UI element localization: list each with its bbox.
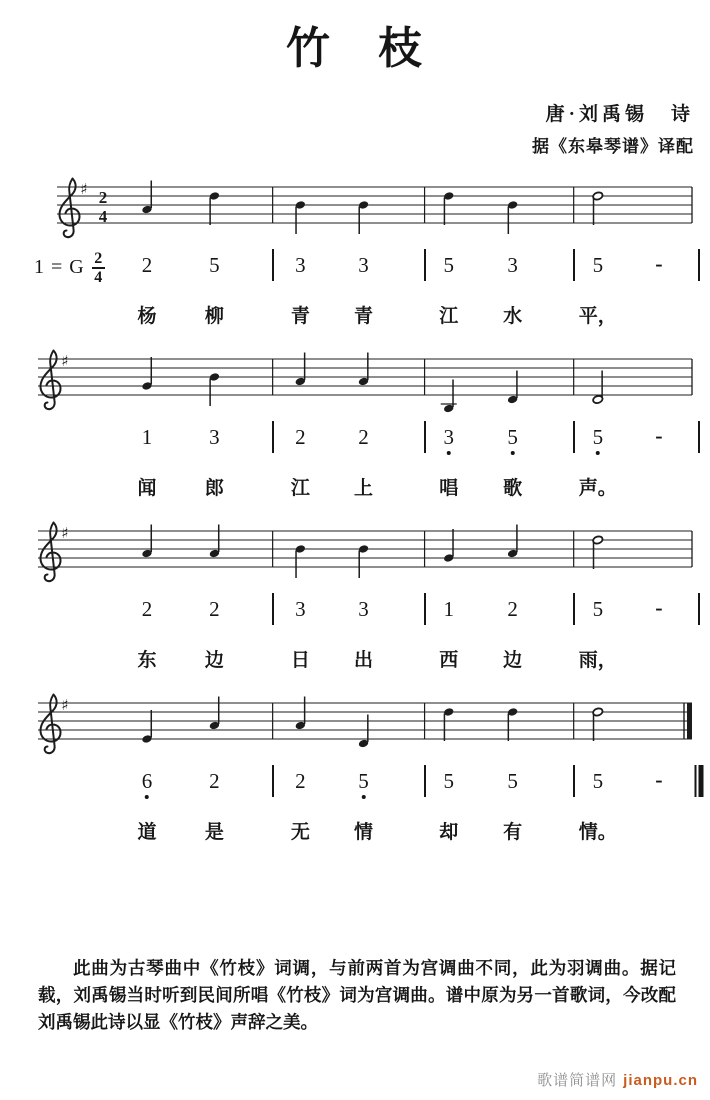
jianpu-digit: 2 [141, 252, 153, 277]
time-signature-numerator: 2 [98, 187, 108, 207]
note-B4 [358, 200, 369, 234]
staff-system-3 [0, 519, 710, 691]
jianpu-number [142, 597, 153, 621]
jianpu-number [507, 253, 518, 277]
key-signature-label [34, 251, 105, 285]
note-A4 [209, 524, 220, 558]
lyric-syllable: 日 [290, 649, 310, 671]
lyrics-row-4 [0, 817, 710, 847]
low-octave-dot [362, 795, 366, 799]
final-bar-thick [699, 765, 704, 797]
lyric-syllable: 声。 [578, 477, 617, 499]
lyric-syllable: 无 [290, 821, 310, 843]
staff-svg-2 [0, 347, 710, 423]
jianpu-digit: 5 [592, 768, 604, 793]
jianpu-digit: 3 [209, 424, 220, 449]
credits [0, 99, 710, 157]
note-B4 [507, 200, 518, 234]
jianpu-number [358, 769, 369, 799]
jianpu-number [593, 597, 604, 621]
jianpu-digit: 5 [443, 768, 454, 793]
lyric-syllable: 江 [439, 305, 459, 327]
jianpu-digit: 5 [592, 596, 604, 621]
note-E4 [141, 710, 152, 744]
note-A4 [507, 524, 518, 558]
note-B3 [441, 379, 457, 413]
jianpu-digit: 2 [209, 596, 220, 621]
low-octave-dot [596, 451, 600, 455]
watermark-site-name: 歌谱简谱网 [537, 1072, 618, 1089]
jianpu-number [295, 425, 306, 449]
key-label-text: 1 = G [34, 256, 85, 279]
jianpu-barline [424, 593, 426, 625]
jianpu-number [443, 253, 454, 277]
staff-svg-4 [0, 691, 710, 767]
note-D5 [209, 191, 220, 225]
jianpu-digit: 2 [141, 596, 153, 621]
jianpu-number [295, 597, 306, 621]
jianpu-digit: 3 [295, 252, 306, 277]
lyrics-row-3 [0, 645, 710, 675]
low-octave-dot [145, 795, 149, 799]
lyric-syllable: 歌 [503, 477, 523, 499]
lyric-syllable: 却 [439, 821, 459, 843]
lyric-syllable: 柳 [204, 305, 224, 327]
final-barline-thick [687, 703, 692, 739]
jianpu-number [593, 769, 604, 793]
note-D5 [507, 707, 518, 741]
jianpu-dash: - [655, 766, 663, 792]
jianpu-number [443, 425, 454, 455]
key-signature-sharp-icon: ♯ [61, 523, 69, 542]
jianpu-number [142, 425, 153, 449]
lyric-syllable: 江 [290, 477, 310, 499]
jianpu-number [209, 597, 220, 621]
jianpu-barline [272, 249, 274, 281]
jianpu-number [142, 769, 153, 799]
jianpu-barline [424, 765, 426, 797]
jianpu-number [295, 253, 306, 277]
jianpu-barline [573, 593, 575, 625]
lyric-syllable: 东 [137, 649, 157, 671]
jianpu-digit: 6 [141, 768, 153, 793]
key-signature-sharp-icon: ♯ [61, 695, 69, 714]
final-bar-thin [695, 765, 697, 797]
jianpu-barline [573, 421, 575, 453]
staff-system-1 [0, 175, 710, 347]
jianpu-barline [698, 421, 700, 453]
jianpu-digit: 3 [358, 252, 369, 277]
staff-svg-1 [0, 175, 710, 251]
note-A4 [141, 524, 152, 558]
jianpu-digit: 2 [295, 768, 306, 793]
note-D5 [592, 707, 603, 741]
jianpu-number [209, 253, 220, 277]
jianpu-digit: 5 [209, 252, 220, 277]
lyric-syllable: 闻 [137, 477, 157, 499]
jianpu-digit: 5 [592, 252, 604, 277]
jianpu-number [443, 597, 454, 621]
watermark-site-url: jianpu.cn [623, 1072, 698, 1089]
jianpu-number [358, 425, 369, 449]
jianpu-digit: 5 [507, 768, 518, 793]
key-signature-sharp-icon: ♯ [80, 179, 88, 198]
jianpu-digit: 5 [592, 424, 604, 449]
jianpu-barline [573, 765, 575, 797]
jianpu-digit: 5 [358, 768, 369, 793]
jianpu-barline [272, 765, 274, 797]
jianpu-number [507, 597, 518, 621]
lyric-syllable: 是 [204, 821, 224, 843]
note-A4 [358, 352, 369, 386]
jianpu-row-4 [0, 766, 710, 805]
jianpu-number [593, 425, 604, 455]
jianpu-row-3 [0, 594, 710, 633]
jianpu-barline [272, 593, 274, 625]
lyric-syllable: 道 [137, 821, 157, 843]
note-B4 [295, 200, 306, 234]
jianpu-number [358, 253, 369, 277]
time-fraction-denominator: 4 [94, 268, 103, 286]
jianpu-row-1 [0, 249, 710, 289]
jianpu-digit: 5 [507, 424, 518, 449]
jianpu-number [209, 425, 220, 449]
jianpu-barline [424, 249, 426, 281]
page-title: 竹 枝 [286, 24, 424, 73]
key-signature-sharp-icon: ♯ [61, 351, 69, 370]
time-signature-denominator: 4 [98, 206, 108, 226]
note-D4 [507, 370, 518, 404]
footnote: 此曲为古琴曲中《竹枝》词调，与前两首为宫调曲不同，此为羽调曲。据记载，刘禹锡当时听到民间所唱《竹枝》词为宫调曲。谱中原为另一首歌词，今改配刘禹锡此诗以显《竹枝》声辞之美。 [38, 957, 676, 1032]
lyric-syllable: 水 [503, 305, 523, 327]
jianpu-number [358, 597, 369, 621]
note-D5 [592, 191, 603, 225]
jianpu-digit: 2 [209, 768, 220, 793]
jianpu-number [295, 769, 306, 793]
lyric-syllable: 边 [204, 649, 224, 671]
jianpu-number [142, 253, 153, 277]
jianpu-digit: 2 [358, 424, 369, 449]
note-B4 [358, 544, 369, 578]
lyric-syllable: 青 [290, 305, 310, 327]
jianpu-dash: - [655, 422, 663, 448]
note-B4 [295, 544, 306, 578]
note-D5 [443, 191, 454, 225]
jianpu-barline [698, 249, 700, 281]
jianpu-digit: 1 [141, 424, 153, 449]
lyric-syllable: 出 [354, 649, 374, 671]
staff-system-2 [0, 347, 710, 519]
jianpu-barline [573, 249, 575, 281]
credit-source: 据《东皋琴谱》译配 [532, 136, 694, 156]
jianpu-number [507, 769, 518, 793]
jianpu-digit: 1 [443, 596, 454, 621]
staff-svg-3 [0, 519, 710, 595]
lyric-syllable: 情 [354, 821, 374, 843]
lyric-syllable: 上 [354, 477, 374, 499]
jianpu-digit: 3 [507, 252, 518, 277]
staff-system-4 [0, 691, 710, 863]
watermark [537, 1069, 698, 1090]
lyric-syllable: 杨 [137, 305, 157, 327]
low-octave-dot [511, 451, 515, 455]
jianpu-digit: 2 [295, 424, 306, 449]
jianpu-number [443, 769, 454, 793]
jianpu-number [593, 253, 604, 277]
jianpu-dash: - [655, 250, 663, 276]
jianpu-digit: 2 [507, 596, 518, 621]
note-D4 [592, 370, 603, 404]
lyrics-row-2 [0, 473, 710, 503]
low-octave-dot [447, 451, 451, 455]
note-D4 [358, 714, 369, 748]
jianpu-row-2 [0, 422, 710, 461]
note-D5 [443, 707, 454, 741]
note-D5 [592, 535, 603, 569]
lyric-syllable: 平， [578, 305, 617, 327]
note-A4 [295, 352, 306, 386]
lyric-syllable: 西 [439, 649, 459, 671]
jianpu-digit: 3 [295, 596, 306, 621]
notation-systems [0, 175, 710, 863]
credit-poet: 唐·刘禹锡 诗 [545, 103, 694, 125]
lyric-syllable: 情。 [578, 821, 617, 843]
lyric-syllable: 边 [503, 649, 523, 671]
jianpu-final-barline [695, 765, 704, 797]
jianpu-number [507, 425, 518, 455]
jianpu-barline [272, 421, 274, 453]
jianpu-barline [424, 421, 426, 453]
note-A4 [141, 180, 152, 214]
time-fraction-numerator: 2 [94, 249, 103, 267]
jianpu-digit: 3 [443, 424, 454, 449]
lyric-syllable: 有 [503, 821, 523, 843]
lyrics-row-1 [0, 301, 710, 331]
note-A4 [295, 696, 306, 730]
time-signature-fraction [92, 251, 105, 285]
note-G4 [141, 357, 152, 391]
jianpu-dash: - [655, 594, 663, 620]
jianpu-digit: 3 [358, 596, 369, 621]
jianpu-number [209, 769, 220, 793]
note-B4 [209, 372, 220, 406]
lyric-syllable: 雨， [578, 649, 617, 671]
lyric-syllable: 青 [354, 305, 374, 327]
lyric-syllable: 郎 [204, 477, 224, 499]
note-A4 [209, 696, 220, 730]
jianpu-barline [698, 593, 700, 625]
jianpu-digit: 5 [443, 252, 454, 277]
lyric-syllable: 唱 [439, 477, 459, 499]
note-G4 [443, 529, 454, 563]
